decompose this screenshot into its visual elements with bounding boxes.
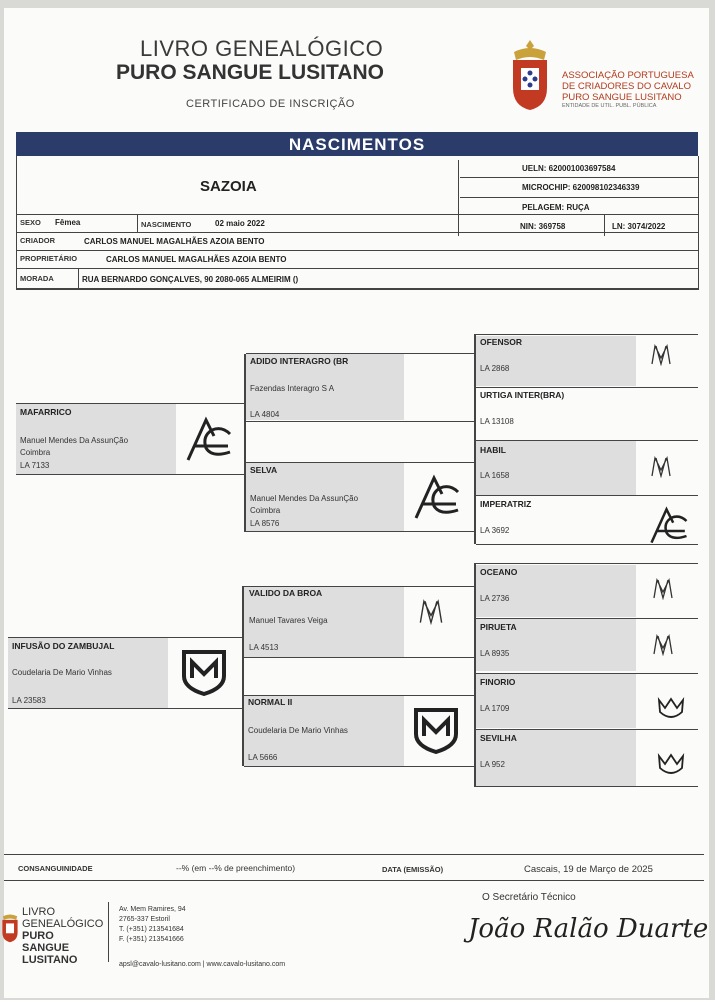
signature: João Ralão Duarte bbox=[468, 914, 709, 944]
sexo-value: Fêmea bbox=[55, 218, 81, 227]
pedigree-line bbox=[8, 708, 244, 709]
pedigree-line bbox=[246, 462, 474, 463]
brand-shield-m-icon bbox=[180, 648, 228, 696]
sd-reg: LA 8576 bbox=[250, 519, 280, 528]
association-crest-icon bbox=[508, 38, 552, 114]
telephone: T. (+351) 213541684 bbox=[119, 926, 184, 933]
microchip: MICROCHIP: 620098102346339 bbox=[522, 183, 640, 192]
g4-name: IMPERATRIZ bbox=[480, 499, 532, 509]
logo-line: LUSITANO bbox=[22, 954, 78, 966]
brand-crown-icon bbox=[656, 696, 686, 722]
morada-label: MORADA bbox=[20, 274, 54, 283]
pedigree-line bbox=[476, 334, 698, 335]
assoc-line-3: PURO SANGUE LUSITANO bbox=[562, 92, 682, 103]
brand-ac-icon bbox=[412, 474, 462, 522]
frame-right bbox=[698, 156, 699, 290]
g6-name: PIRUETA bbox=[480, 622, 517, 632]
proprietario-value: CARLOS MANUEL MAGALHÃES AZOIA BENTO bbox=[106, 255, 287, 264]
g7-reg: LA 1709 bbox=[480, 704, 510, 713]
g5-name: OCEANO bbox=[480, 567, 518, 577]
criador-value: CARLOS MANUEL MAGALHÃES AZOIA BENTO bbox=[84, 237, 265, 246]
sexo-label: SEXO bbox=[20, 218, 41, 227]
logo-line: GENEALÓGICO bbox=[22, 918, 104, 930]
apsl-crest-icon bbox=[0, 910, 20, 944]
consang-label: CONSANGUINIDADE bbox=[18, 864, 93, 873]
ss-reg: LA 4804 bbox=[250, 410, 280, 419]
ln: LN: 3074/2022 bbox=[612, 222, 666, 231]
rule bbox=[16, 214, 698, 215]
dd-reg: LA 5666 bbox=[248, 753, 278, 762]
g4-reg: LA 3692 bbox=[480, 526, 510, 535]
footer-rule bbox=[4, 854, 704, 855]
nascimento-label: NASCIMENTO bbox=[141, 220, 192, 229]
g3-name: HABIL bbox=[480, 445, 506, 455]
rule bbox=[460, 197, 698, 198]
consang-value: --% (em --% de preenchimento) bbox=[176, 863, 296, 873]
nin: NIN: 369758 bbox=[520, 222, 566, 231]
pedigree-line bbox=[244, 695, 474, 696]
pedigree-line bbox=[16, 403, 246, 404]
data-label: DATA (EMISSÃO) bbox=[382, 865, 444, 874]
fax: F. (+351) 213541666 bbox=[119, 936, 184, 943]
dam-name: INFUSÃO DO ZAMBUJAL bbox=[12, 641, 115, 651]
g2-name: URTIGA INTER(BRA) bbox=[480, 390, 565, 400]
g7-name: FINORIO bbox=[480, 677, 516, 687]
sire-reg: LA 7133 bbox=[20, 461, 50, 470]
logo-line: LIVRO bbox=[22, 906, 56, 918]
ds-name: VALIDO DA BROA bbox=[249, 588, 323, 598]
ds-reg: LA 4513 bbox=[249, 643, 279, 652]
frame-divider bbox=[458, 160, 459, 236]
sd-place: Coimbra bbox=[250, 506, 281, 515]
pedigree-line bbox=[8, 637, 244, 638]
rule bbox=[460, 177, 698, 178]
g3-reg: LA 1658 bbox=[480, 471, 510, 480]
g8-name: SEVILHA bbox=[480, 733, 517, 743]
pedigree-line bbox=[476, 387, 698, 388]
rule bbox=[16, 288, 698, 290]
brand-ac-icon bbox=[646, 506, 692, 546]
morada-value: RUA BERNARDO GONÇALVES, 90 2080-065 ALMEIRIM () bbox=[82, 275, 299, 284]
g2-reg: LA 13108 bbox=[480, 417, 514, 426]
pedigree-line bbox=[246, 531, 474, 532]
pedigree-line bbox=[16, 474, 246, 475]
dd-breeder: Coudelaria De Mario Vinhas bbox=[248, 726, 348, 735]
criador-label: CRIADOR bbox=[20, 236, 55, 245]
footer-divider bbox=[108, 902, 109, 962]
data-value: Cascais, 19 de Março de 2025 bbox=[524, 864, 653, 875]
horse-name: SAZOIA bbox=[200, 178, 257, 195]
brand-crown-icon bbox=[656, 752, 686, 778]
title-line-2: PURO SANGUE LUSITANO bbox=[116, 61, 384, 84]
association-name bbox=[562, 70, 694, 110]
rule bbox=[16, 232, 698, 233]
ueln: UELN: 620001003697584 bbox=[522, 164, 616, 173]
ss-name: ADIDO INTERAGRO (BR bbox=[250, 356, 349, 366]
dam-breeder: Coudelaria De Mario Vinhas bbox=[12, 668, 112, 677]
brand-mm-icon bbox=[652, 578, 674, 600]
dd-name: NORMAL II bbox=[248, 697, 293, 707]
footer-logo bbox=[22, 906, 103, 966]
nascimento-value: 02 maio 2022 bbox=[215, 219, 265, 228]
assoc-line-2: DE CRIADORES DO CAVALO bbox=[562, 81, 691, 92]
pedigree-line bbox=[244, 586, 474, 587]
pedigree-line bbox=[244, 766, 474, 767]
proprietario-label: PROPRIETÁRIO bbox=[20, 254, 78, 263]
frame-left bbox=[16, 156, 17, 290]
pedigree-line bbox=[246, 353, 474, 354]
sd-name: SELVA bbox=[250, 465, 278, 475]
assoc-line-1: ASSOCIAÇÃO PORTUGUESA bbox=[562, 70, 694, 81]
footer-web: apsl@cavalo-lusitano.com | www.cavalo-lusitano.com bbox=[119, 961, 286, 968]
brand-mm-icon bbox=[418, 598, 444, 626]
logo-line: PURO bbox=[22, 930, 54, 942]
rule bbox=[78, 268, 79, 288]
footer-address bbox=[119, 905, 186, 945]
pelagem: PELAGEM: RUÇA bbox=[522, 203, 590, 212]
secretario-label: O Secretário Técnico bbox=[482, 892, 576, 903]
brand-ac-icon bbox=[184, 416, 234, 464]
logo-line: SANGUE bbox=[22, 942, 70, 954]
ss-breeder: Fazendas Interagro S A bbox=[250, 384, 335, 393]
address-line: Av. Mem Ramires, 94 bbox=[119, 906, 186, 913]
brand-mm-icon bbox=[652, 634, 674, 656]
title-line-1: LIVRO GENEALÓGICO bbox=[140, 36, 384, 61]
address-line: 2765-337 Estoril bbox=[119, 916, 170, 923]
sire-breeder: Manuel Mendes Da AssunÇão bbox=[20, 436, 129, 445]
sd-breeder: Manuel Mendes Da AssunÇão bbox=[250, 494, 359, 503]
ds-breeder: Manuel Tavares Veiga bbox=[249, 616, 328, 625]
pedigree-line bbox=[476, 563, 698, 564]
pedigree-line bbox=[476, 786, 698, 787]
pedigree-line bbox=[246, 421, 474, 422]
footer-rule bbox=[4, 880, 704, 881]
nascimentos-band: NASCIMENTOS bbox=[16, 132, 698, 156]
rule bbox=[137, 214, 138, 232]
g5-reg: LA 2736 bbox=[480, 594, 510, 603]
brand-mm-icon bbox=[650, 456, 672, 478]
sire-place: Coimbra bbox=[20, 448, 51, 457]
rule bbox=[16, 250, 698, 251]
g8-reg: LA 952 bbox=[480, 760, 505, 769]
sire-name: MAFARRICO bbox=[20, 407, 72, 417]
dam-reg: LA 23583 bbox=[12, 696, 46, 705]
pedigree-line bbox=[476, 495, 698, 496]
g6-reg: LA 8935 bbox=[480, 649, 510, 658]
g1-reg: LA 2868 bbox=[480, 364, 510, 373]
pedigree-line bbox=[244, 657, 474, 658]
certificate-subtitle: CERTIFICADO DE INSCRIÇÃO bbox=[186, 98, 355, 110]
brand-shield-m-icon bbox=[412, 706, 460, 754]
rule bbox=[16, 268, 698, 269]
brand-mm-icon bbox=[650, 344, 672, 366]
g1-name: OFENSOR bbox=[480, 337, 523, 347]
assoc-small: ENTIDADE DE UTIL. PUBL. PÚBLICA bbox=[562, 103, 657, 109]
